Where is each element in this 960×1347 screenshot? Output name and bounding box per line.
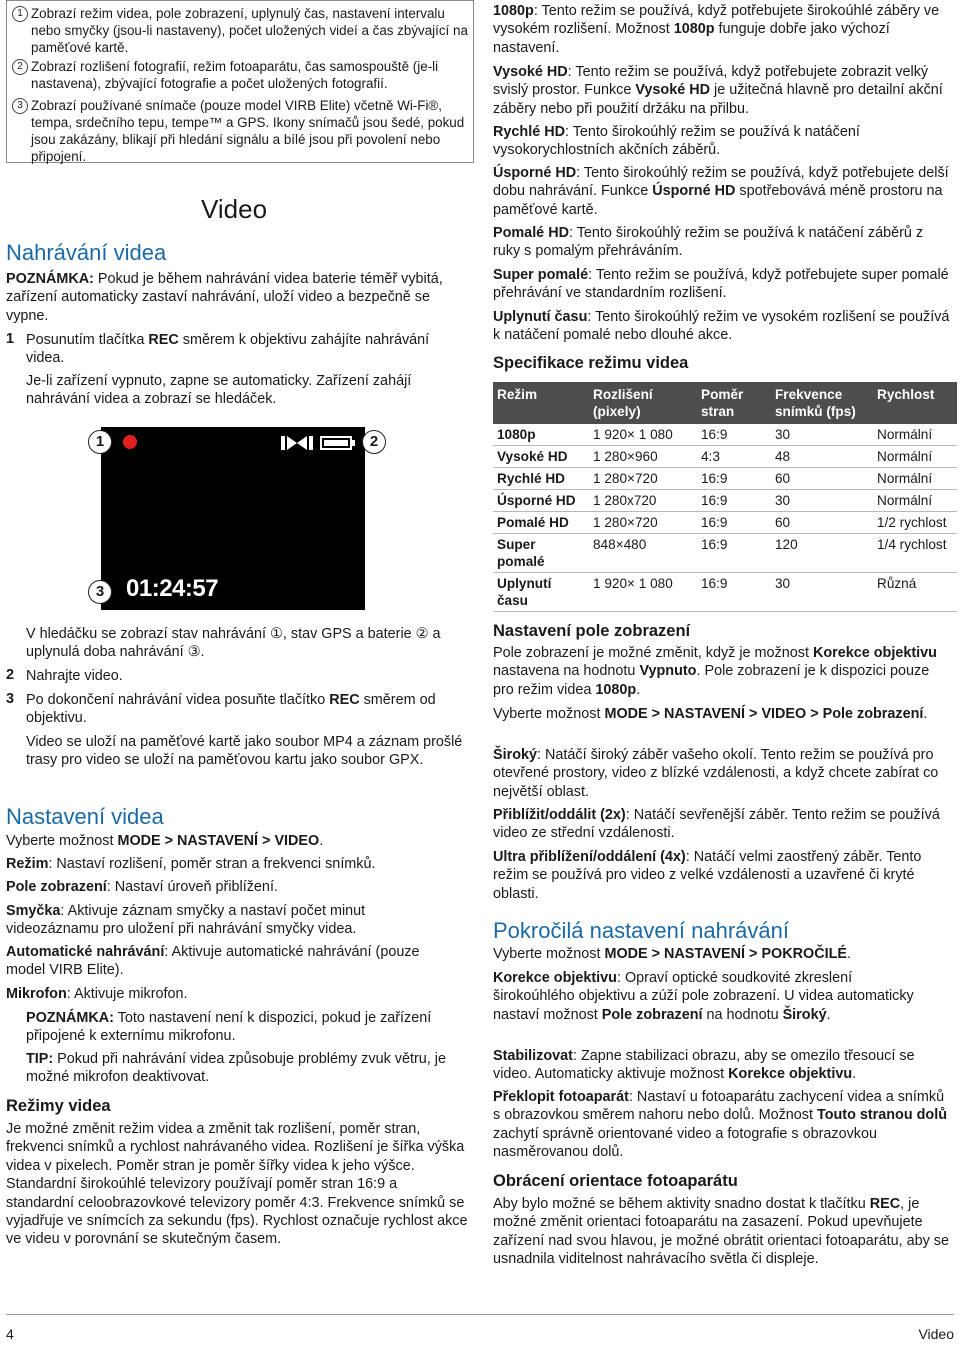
settings-heading: Nastavení videa xyxy=(6,804,164,829)
table-cell: Normální xyxy=(873,424,957,446)
setting-fov: Pole zobrazení: Nastaví úroveň přiblížení. xyxy=(6,879,278,895)
table-cell: 16:9 xyxy=(697,573,771,612)
modes-description: Je možné změnit režim videa a změnit tak rozlišení, poměr stran, frekvenci snímků a rychlost nahrávaného videa. Rozlišení je šířka výška videa v pixelech. Poměr stran je poměr šířky videa k jeho výšce. Standardní širokoúhlé televizory používají poměr stran 16:9 a standardní celoobrazovkové televizory poměr 4:3. Frekvence snímků se vyjadřuje ve snímcích za sekundu (fps). Rychlost označuje rychlost akce ve videu v porovnání se skutečným časem. xyxy=(6,1121,468,1248)
table-cell: 1 920× 1 080 xyxy=(589,424,697,446)
table-cell: 16:9 xyxy=(697,468,771,490)
mode-tall-hd: Vysoké HD: Tento režim se používá, když potřebujete zobrazit velký svislý prostor. Funkce Vysoké HD je užitečná hlavně pro detailní akční záběry nebo při použití držáku na přilbu. xyxy=(493,64,943,117)
table-cell: Různá xyxy=(873,573,957,612)
table-row xyxy=(493,534,957,573)
table-row xyxy=(493,446,957,468)
table-cell: 48 xyxy=(771,446,873,468)
legend-item-1 xyxy=(17,5,471,56)
legend-text: Zobrazí režim videa, pole zobrazení, uplynulý čas, nastavení intervalu nebo smyčky (jsou-li nastaveny), počet uložených videí a čas zbývající na paměťové kartě. xyxy=(31,6,468,55)
setting-loop: Smyčka: Aktivuje záznam smyčky a nastaví počet minut videozáznamu pro uložení při nahrávání smyčky videa. xyxy=(6,903,366,938)
table-cell: 16:9 xyxy=(697,424,771,446)
footer-section: Video xyxy=(918,1326,954,1342)
mic-tip: TIP: Pokud při nahrávání videa způsobuje problémy zvuk větru, je možné mikrofon deaktivovat. xyxy=(26,1051,446,1086)
column-header: Rychlost xyxy=(873,382,957,424)
page-number: 4 xyxy=(6,1326,14,1342)
step-number: 2 xyxy=(6,667,15,683)
table-cell: 1 280×720 xyxy=(589,468,697,490)
table-cell: 1080p xyxy=(493,424,589,446)
callout-3: 3 xyxy=(88,580,112,604)
modes-heading: Režimy videa xyxy=(6,1097,111,1115)
mode-fast-hd: Rychlé HD: Tento širokoúhlý režim se používá k natáčení vysokorychlostních akčních záběrů. xyxy=(493,124,860,159)
fov-zoom-4x: Ultra přiblížení/oddálení (4x): Natáčí velmi zaostřený záběr. Tento režim se používá pro video z velké vzdálenosti a uzavřené či kryté oblasti. xyxy=(493,849,922,902)
column-header: Rozlišení (pixely) xyxy=(589,382,697,424)
table-cell: 848×480 xyxy=(589,534,697,573)
mode-super-slow: Super pomalé: Tento režim se používá, když potřebujete super pomalé přehrávání ve standardním rozlišení. xyxy=(493,267,949,302)
spec-heading: Specifikace režimu videa xyxy=(493,354,689,372)
table-cell: Super pomalé xyxy=(493,534,589,573)
table-row xyxy=(493,424,957,446)
callout-number: 3 xyxy=(12,98,28,114)
step-3-result: Video se uloží na paměťové kartě jako soubor MP4 a záznam prošlé trasy pro video se uloží na paměťovou kartu jako soubor GPX. xyxy=(26,734,463,769)
fov-zoom-2x: Přiblížit/oddálit (2x): Natáčí sevřenější záběr. Tento režim se používá video ze střední vzdálenosti. xyxy=(493,807,940,842)
table-cell: 60 xyxy=(771,512,873,534)
table-cell: Vysoké HD xyxy=(493,446,589,468)
setting-microphone: Mikrofon: Aktivuje mikrofon. xyxy=(6,986,188,1002)
table-cell: Normální xyxy=(873,468,957,490)
table-cell: 1 280x720 xyxy=(589,490,697,512)
viewfinder-image xyxy=(101,427,365,610)
step-2: Nahrajte video. xyxy=(26,668,123,684)
callout-number: 1 xyxy=(12,6,28,22)
recording-heading: Nahrávání videa xyxy=(6,240,167,265)
table-cell: Normální xyxy=(873,446,957,468)
table-cell: 1 920× 1 080 xyxy=(589,573,697,612)
advanced-stabilize: Stabilizovat: Zapne stabilizaci obrazu, aby se omezilo třesoucí se video. Automaticky aktivuje možnost Korekce objektivu. xyxy=(493,1048,915,1083)
table-row xyxy=(493,573,957,612)
orientation-description: Aby bylo možné se během aktivity snadno dostat k tlačítku REC, je možné změnit orientaci fotoaparátu na zasazení. Pokud upevňujete zařízení nad svou hlavou, je možné obrátit orientaci fotoaparátu, aby se usnadnila viditelnost nahrávacího světla či displeje. xyxy=(493,1196,949,1268)
legend-item-3 xyxy=(17,97,471,165)
step-1: Posunutím tlačítka REC směrem k objektivu zahájíte nahrávání videa. xyxy=(26,332,430,367)
table-cell: 60 xyxy=(771,468,873,490)
viewfinder-description: V hledáčku se zobrazí stav nahrávání ①, stav GPS a baterie ② a uplynulá doba nahrávání ③. xyxy=(26,626,441,661)
table-cell: 1/2 rychlost xyxy=(873,512,957,534)
table-row xyxy=(493,512,957,534)
callout-2: 2 xyxy=(362,430,386,454)
advanced-heading: Pokročilá nastavení nahrávání xyxy=(493,918,789,943)
legend-text: Zobrazí používané snímače (pouze model VIRB Elite) včetně Wi-Fi®, tempa, srdečního tepu, tempe™ a GPS. Ikony snímačů jsou šedé, pokud jsou zakázány, blikají při hledání signálu a bílé jsou při povolení nebo připojení. xyxy=(31,98,465,164)
table-cell: 1/4 rychlost xyxy=(873,534,957,573)
table-cell: 16:9 xyxy=(697,490,771,512)
table-row xyxy=(493,490,957,512)
table-cell: Pomalé HD xyxy=(493,512,589,534)
mode-1080p: 1080p: Tento režim se používá, když potřebujete širokoúhlé záběry ve vysokém rozlišení. Možnost 1080p funguje dobře jako výchozí nastavení. xyxy=(493,3,940,56)
table-row xyxy=(493,468,957,490)
spec-table xyxy=(493,382,957,612)
fov-description: Pole zobrazení je možné změnit, když je možnost Korekce objektivu nastavena na hodnotu Vypnuto. Pole zobrazení je k dispozici pouze pro režim videa 1080p. xyxy=(493,645,937,698)
table-cell: 16:9 xyxy=(697,534,771,573)
mode-economy-hd: Úsporné HD: Tento širokoúhlý režim se používá, když potřebujete delší dobu nahrávání. Funkce Úsporné HD spotřebovává méně prostoru na paměťové kartě. xyxy=(493,165,949,218)
table-cell: Úsporné HD xyxy=(493,490,589,512)
gps-battery-icon xyxy=(281,435,361,451)
column-header: Poměr stran xyxy=(697,382,771,424)
fov-heading: Nastavení pole zobrazení xyxy=(493,622,691,640)
table-cell: 120 xyxy=(771,534,873,573)
footer-divider xyxy=(6,1314,954,1315)
advanced-flip-camera: Překlopit fotoaparát: Nastaví u fotoaparátu zachycení videa a snímků s obrazovkou směrem nahoru nebo dolů. Možnost Touto stranou dolů zachytí správně orientované video a fotografie s obrazovkou nasměrovanou dolů. xyxy=(493,1089,947,1161)
table-cell: 16:9 xyxy=(697,512,771,534)
step-number: 3 xyxy=(6,691,15,707)
table-cell: 1 280×720 xyxy=(589,512,697,534)
table-cell: 1 280×960 xyxy=(589,446,697,468)
table-cell: 30 xyxy=(771,490,873,512)
elapsed-time: 01:24:57 xyxy=(126,575,219,602)
table-cell: Rychlé HD xyxy=(493,468,589,490)
legend-text: Zobrazí rozlišení fotografií, režim fotoaparátu, čas samospouště (je-li nastavena), zbývající fotografie a počet uložených fotografií. xyxy=(31,59,439,91)
step-1-result: Je-li zařízení vypnuto, zapne se automaticky. Zařízení zahájí nahrávání videa a zobrazí se hledáček. xyxy=(26,373,412,408)
table-cell: Uplynutí času xyxy=(493,573,589,612)
fov-wide: Široký: Natáčí široký záběr vašeho okolí. Tento režim se používá pro otevřené prostory, video z blízké vzdálenosti, a když chcete zabírat co největší oblast. xyxy=(493,747,939,800)
table-header-row xyxy=(493,382,957,424)
orientation-heading: Obrácení orientace fotoaparátu xyxy=(493,1172,738,1190)
setting-mode: Režim: Nastaví rozlišení, poměr stran a frekvenci snímků. xyxy=(6,856,376,872)
record-status-icon xyxy=(123,435,137,449)
step-3: Po dokončení nahrávání videa posuňte tlačítko REC směrem od objektivu. xyxy=(26,692,436,727)
table-cell: 30 xyxy=(771,424,873,446)
column-header: Režim xyxy=(493,382,589,424)
settings-path: Vyberte možnost MODE > NASTAVENÍ > VIDEO. xyxy=(6,833,324,849)
step-number: 1 xyxy=(6,331,15,347)
advanced-lens-correction: Korekce objektivu: Opraví optické soudkovité zkreslení širokoúhlého objektivu a zúží pole zobrazení. U videa automaticky nastaví možnost Pole zobrazení na hodnotu Široký. xyxy=(493,970,914,1023)
setting-auto-record: Automatické nahrávání: Aktivuje automatické nahrávání (pouze model VIRB Elite). xyxy=(6,944,420,979)
section-title: Video xyxy=(201,194,268,224)
mic-note: POZNÁMKA: Toto nastavení není k dispozici, pokud je zařízení připojené k externímu mikrofonu. xyxy=(26,1010,432,1045)
legend-item-2 xyxy=(17,58,471,92)
mode-time-lapse: Uplynutí času: Tento širokoúhlý režim ve vysokém rozlišení se používá k natáčení pomalé nebo dlouhé akce. xyxy=(493,309,950,344)
mode-slow-hd: Pomalé HD: Tento širokoúhlý režim se používá k natáčení záběrů z ruky s pomalým přehráváním. xyxy=(493,225,924,260)
callout-1: 1 xyxy=(88,430,112,454)
recording-note: POZNÁMKA: Pokud je během nahrávání videa baterie téměř vybitá, zařízení automaticky zastaví nahrávání, uloží video a bezpečně se vypne. xyxy=(6,271,443,324)
table-cell: 30 xyxy=(771,573,873,612)
callout-number: 2 xyxy=(12,59,28,75)
fov-path: Vyberte možnost MODE > NASTAVENÍ > VIDEO > Pole zobrazení. xyxy=(493,706,928,722)
callout-legend-box xyxy=(6,0,474,163)
table-cell: Normální xyxy=(873,490,957,512)
advanced-path: Vyberte možnost MODE > NASTAVENÍ > POKROČILÉ. xyxy=(493,946,851,962)
table-cell: 4:3 xyxy=(697,446,771,468)
column-header: Frekvence snímků (fps) xyxy=(771,382,873,424)
